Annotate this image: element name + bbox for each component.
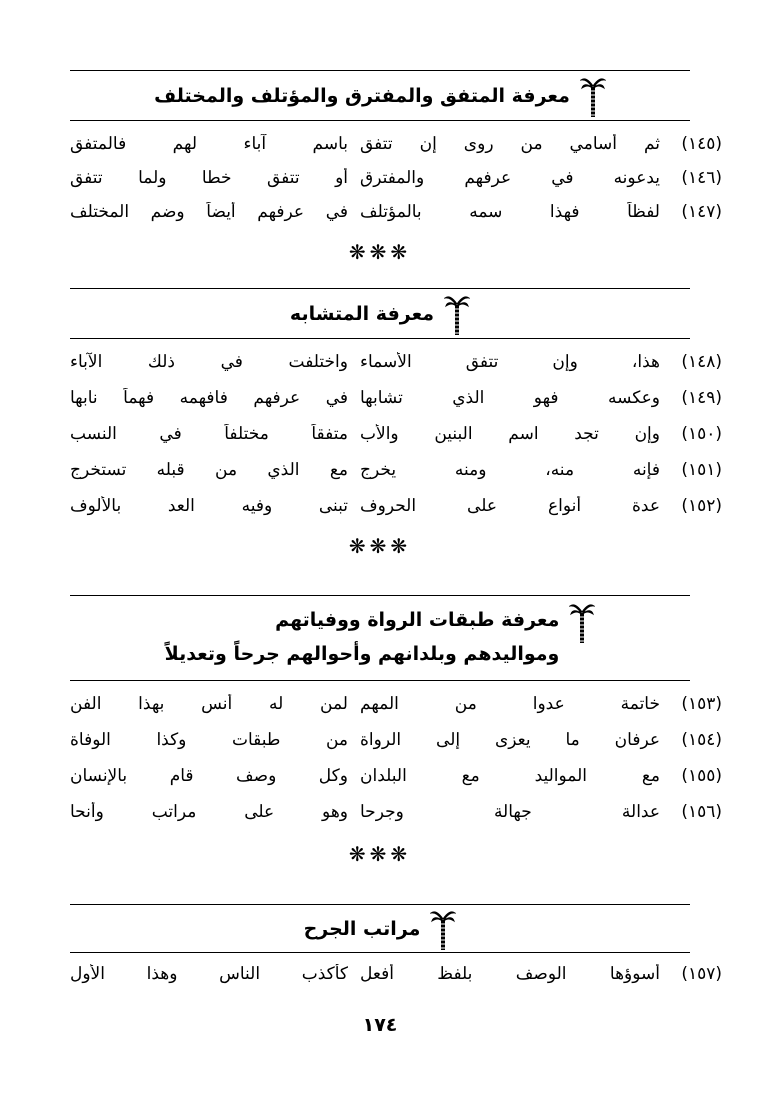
verse-line — [70, 964, 722, 998]
section-heading — [70, 74, 690, 118]
verse-number: (١٥٧) — [681, 964, 722, 984]
verse-second-hemistich: في عرفهم فافهمه فهماً نابها — [70, 388, 348, 408]
section-separator: ❋❋❋ — [348, 240, 412, 264]
section-rule — [70, 288, 690, 289]
verse-line — [70, 202, 722, 236]
verse-first-hemistich: يدعونه في عرفهم والمفترق — [360, 168, 660, 188]
verse-number: (١٥٤) — [681, 730, 722, 750]
section-rule — [70, 120, 690, 121]
verse-first-hemistich: فإنه منه، ومنه يخرج — [360, 460, 660, 480]
verse-second-hemistich: في عرفهم أيضاً وضم المختلف — [70, 202, 348, 222]
section-title: معرفة المتفق والمفترق والمؤتلف والمختلف — [154, 85, 570, 107]
section-rule — [70, 680, 690, 681]
verse-second-hemistich: واختلفت في ذلك الآباء — [70, 352, 348, 372]
section-title: معرفة طبقات الرواة ووفياتهم — [275, 609, 560, 631]
verse-number: (١٥٣) — [681, 694, 722, 714]
verse-first-hemistich: مع المواليد مع البلدان — [360, 766, 660, 786]
verse-line — [70, 352, 722, 386]
verse-second-hemistich: تبنى وفيه العد بالألوف — [70, 496, 348, 516]
verse-line — [70, 802, 722, 836]
verse-number: (١٥٥) — [681, 766, 722, 786]
section-subtitle: ومواليدهم وبلدانهم وأحوالهم جرحاً وتعديلاً — [164, 643, 560, 665]
section-rule — [70, 70, 690, 71]
verse-number: (١٤٧) — [681, 202, 722, 222]
verse-number: (١٥٠) — [681, 424, 722, 444]
palm-tree-icon — [430, 907, 456, 951]
section-separator: ❋❋❋ — [348, 842, 412, 866]
verse-first-hemistich: خاتمة عدوا من المهم — [360, 694, 660, 714]
verse-first-hemistich: هذا، وإن تتفق الأسماء — [360, 352, 660, 372]
verse-second-hemistich: وكل وصف قام بالإنسان — [70, 766, 348, 786]
section-heading — [70, 907, 690, 951]
section-rule — [70, 338, 690, 339]
verse-first-hemistich: عدة أنواع على الحروف — [360, 496, 660, 516]
verse-line — [70, 424, 722, 458]
verse-first-hemistich: أسوؤها الوصف بلفظ أفعل — [360, 964, 660, 984]
verse-line — [70, 134, 722, 168]
section-title: مراتب الجرح — [303, 918, 421, 940]
verse-number: (١٤٩) — [681, 388, 722, 408]
palm-tree-icon — [569, 600, 595, 644]
verse-number: (١٤٦) — [681, 168, 722, 188]
verse-second-hemistich: متفقاً مختلفاً في النسب — [70, 424, 348, 444]
verse-line — [70, 694, 722, 728]
verse-first-hemistich: وإن تجد اسم البنين والأب — [360, 424, 660, 444]
verse-second-hemistich: لمن له أنس بهذا الفن — [70, 694, 348, 714]
verse-first-hemistich: عرفان ما يعزى إلى الرواة — [360, 730, 660, 750]
section-rule — [70, 904, 690, 905]
section-title: معرفة المتشابه — [289, 303, 435, 325]
palm-tree-icon — [444, 292, 470, 336]
verse-second-hemistich: باسم آباء لهم فالمتفق — [70, 134, 348, 154]
palm-tree-icon — [580, 74, 606, 118]
section-heading — [70, 292, 690, 336]
verse-second-hemistich: كأكذب الناس وهذا الأول — [70, 964, 348, 984]
section-separator: ❋❋❋ — [348, 534, 412, 558]
section-rule — [70, 952, 690, 953]
section-heading — [70, 598, 690, 676]
verse-second-hemistich: من طبقات وكذا الوفاة — [70, 730, 348, 750]
verse-second-hemistich: أو تتفق خطا ولما تتفق — [70, 168, 348, 188]
verse-number: (١٤٨) — [681, 352, 722, 372]
verse-line — [70, 496, 722, 530]
verse-line — [70, 460, 722, 494]
verse-number: (١٤٥) — [681, 134, 722, 154]
section-rule — [70, 595, 690, 596]
verse-line — [70, 766, 722, 800]
verse-number: (١٥٦) — [681, 802, 722, 822]
verse-number: (١٥٢) — [681, 496, 722, 516]
verse-first-hemistich: ثم أسامي من روى إن تتفق — [360, 134, 660, 154]
page-number: ١٧٤ — [362, 1014, 398, 1036]
verse-line — [70, 168, 722, 202]
verse-first-hemistich: وعكسه فهو الذي تشابها — [360, 388, 660, 408]
verse-line — [70, 388, 722, 422]
verse-first-hemistich: عدالة جهالة وجرحا — [360, 802, 660, 822]
verse-first-hemistich: لفظاً فهذا سمه بالمؤتلف — [360, 202, 660, 222]
verse-number: (١٥١) — [681, 460, 722, 480]
verse-line — [70, 730, 722, 764]
verse-second-hemistich: مع الذي من قبله تستخرج — [70, 460, 348, 480]
verse-second-hemistich: وهو على مراتب وأنحا — [70, 802, 348, 822]
